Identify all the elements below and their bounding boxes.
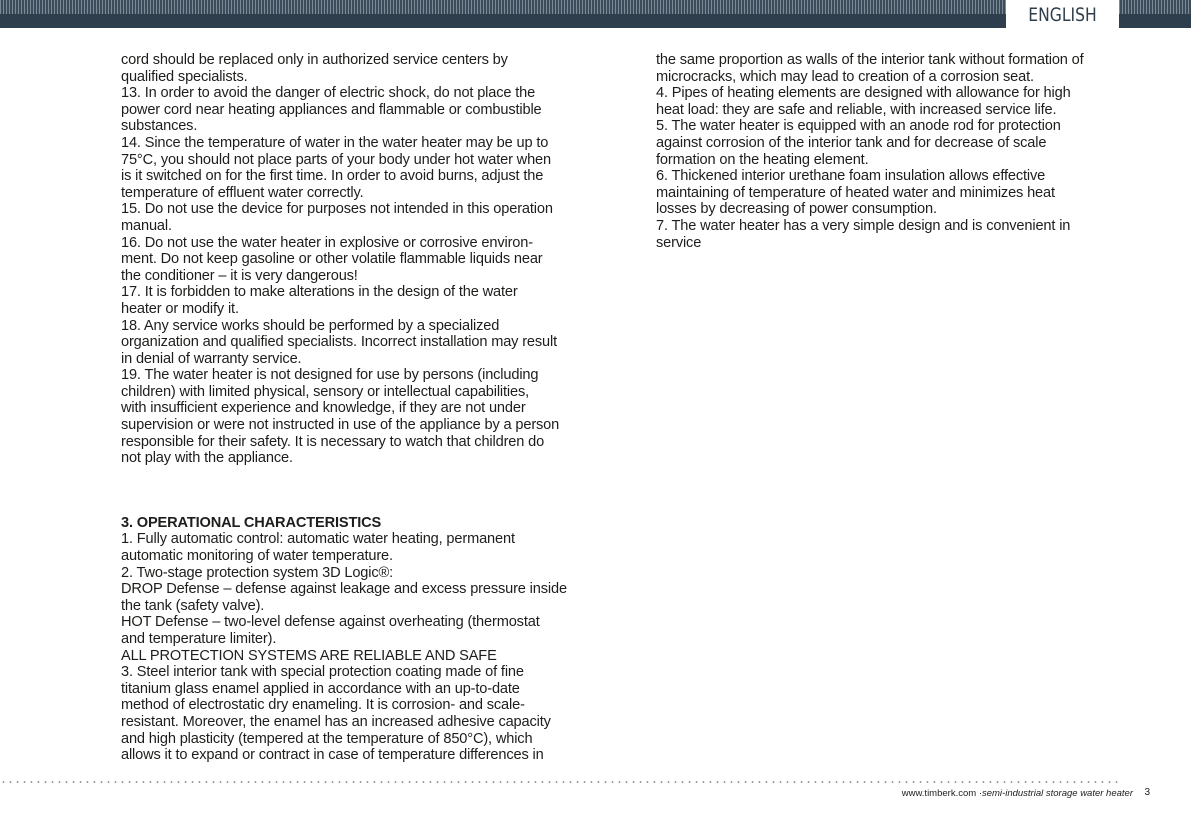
text-line: 14. Since the temperature of water in the water heater may be up to [121, 134, 549, 151]
left-column [121, 52, 589, 764]
text-line: supervision or were not instructed in use of the appliance by a person [121, 417, 560, 434]
text-line: 5. The water heater is equipped with an anode rod for protection [656, 118, 1061, 135]
text-line: and temperature limiter). [121, 631, 277, 647]
text-line: 6. Thickened interior urethane foam insulation allows effective [656, 168, 1046, 185]
text-line: maintaining of temperature of heated water and minimizes heat [656, 184, 1055, 201]
text-line: 15. Do not use the device for purposes not intended in this operation [121, 201, 553, 218]
text-line: DROP Defense – defense against leakage and excess pressure inside [121, 581, 567, 598]
text-line: cord should be replaced only in authorized service centers by [121, 52, 508, 68]
text-line: the conditioner – it is very dangerous! [121, 267, 358, 284]
right-column [656, 52, 1124, 251]
footer-dotted-rule [0, 781, 1118, 783]
text-line: 17. It is forbidden to make alterations in the design of the water [121, 284, 518, 301]
text-line: microcracks, which may lead to creation of a corrosion seat. [656, 68, 1034, 85]
text-line: with insufficient experience and knowledge, if they are not under [121, 400, 526, 417]
operational-characteristics-section [121, 515, 589, 764]
footer-separator: · [978, 788, 982, 799]
text-line: manual. [121, 217, 172, 234]
text-line: qualified specialists. [121, 68, 248, 85]
text-line: formation on the heating element. [656, 151, 869, 168]
text-line: temperature of effluent water correctly. [121, 184, 364, 201]
text-line: 4. Pipes of heating elements are designed with allowance for high [656, 85, 1071, 102]
page-number: 3 [1144, 787, 1150, 798]
text-line: 1. Fully automatic control: automatic water heating, permanent [121, 531, 515, 548]
text-line: ment. Do not keep gasoline or other volatile flammable liquids near [121, 251, 543, 268]
text-line: responsible for their safety. It is necessary to watch that children do [121, 433, 545, 450]
text-line: losses by decreasing of power consumption. [656, 201, 937, 218]
text-line: the tank (safety valve). [121, 597, 265, 614]
header-bar-right [1119, 14, 1191, 28]
text-line: power cord near heating appliances and flammable or combustible [121, 101, 542, 118]
text-line: heat load: they are safe and reliable, with increased service life. [656, 101, 1057, 118]
text-line: ALL PROTECTION SYSTEMS ARE RELIABLE AND SAFE [121, 647, 497, 664]
text-line: 75°C, you should not place parts of your body under hot water when [121, 151, 551, 168]
text-line: is it switched on for the first time. In order to avoid burns, adjust the [121, 168, 544, 185]
text-line: children) with limited physical, sensory or intellectual capabilities, [121, 383, 530, 400]
language-label: ENGLISH [1028, 4, 1097, 26]
text-line: resistant. Moreover, the enamel has an increased adhesive capacity [121, 713, 551, 730]
footer-website: www.timberk.com [901, 788, 977, 799]
footer [901, 787, 1150, 799]
safety-instructions-block [121, 52, 589, 467]
text-line: service [656, 234, 702, 251]
text-line: and high plasticity (tempered at the temperature of 850°C), which [121, 730, 533, 747]
text-line: 3. Steel interior tank with special protection coating made of fine [121, 664, 524, 681]
section-spacer [121, 467, 589, 515]
text-line: 7. The water heater has a very simple design and is convenient in [656, 217, 1071, 234]
header-bar-left [0, 14, 1006, 28]
footer-tagline: semi-industrial storage water heater [981, 788, 1133, 799]
text-line: titanium glass enamel applied in accordance with an up-to-date [121, 680, 520, 697]
header-band-left [0, 0, 1006, 14]
section-heading: 3. OPERATIONAL CHARACTERISTICS [121, 514, 382, 531]
text-line: method of electrostatic dry enameling. It is corrosion- and scale- [121, 697, 525, 714]
text-line: HOT Defense – two-level defense against overheating (thermostat [121, 614, 540, 631]
text-line: 18. Any service works should be performed by a specialized [121, 317, 500, 334]
text-line: not play with the appliance. [121, 450, 293, 467]
text-line: in denial of warranty service. [121, 350, 302, 367]
text-line: allows it to expand or contract in case of temperature differences in [121, 747, 544, 764]
text-line: 2. Two-stage protection system 3D Logic®: [121, 564, 394, 581]
header-band-right [1119, 0, 1191, 14]
text-line: heater or modify it. [121, 300, 239, 317]
text-line: substances. [121, 118, 198, 135]
text-line: 16. Do not use the water heater in explosive or corrosive environ- [121, 234, 533, 251]
text-line: automatic monitoring of water temperature. [121, 548, 393, 565]
text-line: the same proportion as walls of the interior tank without formation of [656, 52, 1084, 68]
text-line: against corrosion of the interior tank and for decrease of scale [656, 134, 1047, 151]
text-line: 19. The water heater is not designed for use by persons (including [121, 367, 539, 384]
text-line: 13. In order to avoid the danger of electric shock, do not place the [121, 85, 536, 102]
text-line: organization and qualified specialists. Incorrect installation may result [121, 334, 558, 351]
